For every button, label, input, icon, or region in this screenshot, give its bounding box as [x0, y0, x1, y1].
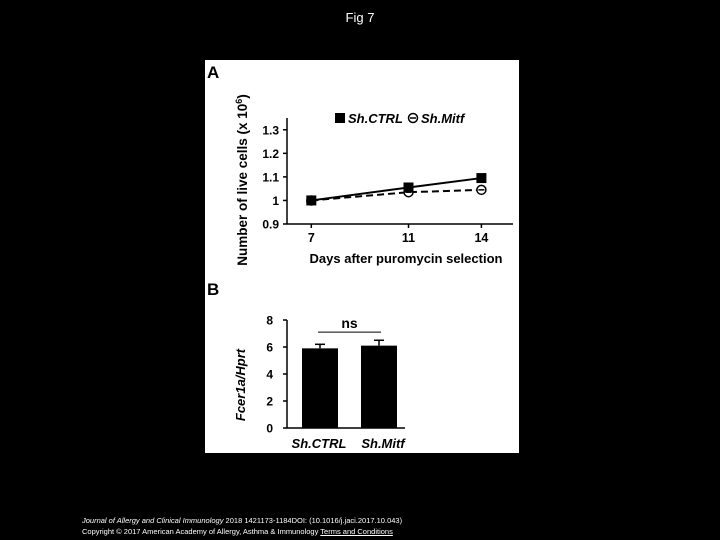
- panel-a-x-tick-label: 14: [474, 231, 489, 245]
- panel-b-bars: [292, 340, 407, 451]
- panel-a-y-tick-label: 1.2: [262, 146, 279, 161]
- bar: [302, 348, 338, 428]
- panel-a-y-tick-label: 0.9: [262, 217, 279, 232]
- panel-a-line-chart: [207, 63, 513, 266]
- terms-link[interactable]: Terms and Conditions: [320, 527, 393, 536]
- panel-a-x-tick-label: 7: [307, 231, 315, 245]
- footer: [82, 515, 402, 537]
- panel-b-y-ticks: [266, 314, 287, 436]
- data-point-sh-ctrl: [306, 195, 316, 205]
- journal-name: Journal of Allergy and Clinical Immunology: [82, 516, 224, 525]
- figure-svg: [205, 60, 519, 453]
- panel-b-y-tick-label: 2: [266, 394, 273, 409]
- data-point-sh-mitf: [477, 185, 486, 194]
- panel-b-y-tick-label: 0: [266, 421, 273, 436]
- data-point-sh-ctrl: [404, 182, 414, 192]
- panel-a-letter: A: [207, 63, 220, 82]
- slide-title: Fig 7: [345, 10, 375, 25]
- panel-a-y-axis-label: Number of live cells (x $10^6$): [234, 94, 250, 266]
- panel-a-x-axis-label: Days after puromycin selection: [309, 251, 503, 266]
- panel-b-category-label: Sh.Mitf: [361, 436, 405, 451]
- panel-b-letter: B: [207, 280, 220, 299]
- series-line-sh-mitf: [311, 190, 481, 201]
- panel-a-y-tick-label: 1.3: [262, 123, 279, 138]
- panel-b-category-label: Sh.CTRL: [291, 436, 347, 451]
- series-line-sh-ctrl: [311, 178, 481, 200]
- panel-a-x-ticks: [308, 224, 489, 245]
- bar: [361, 346, 397, 428]
- legend-marker-sh-ctrl: [335, 113, 345, 123]
- panel-a-series: [306, 173, 486, 205]
- citation-text: 2018 1421173-1184DOI: (10.1016/j.jaci.2017.10.043): [223, 516, 403, 525]
- legend-marker-sh-mitf: [409, 114, 418, 123]
- panel-a-y-ticks: [262, 123, 287, 231]
- panel-b-y-tick-label: 6: [266, 340, 273, 355]
- legend-label-sh-mitf: Sh.Mitf: [421, 111, 465, 126]
- data-point-sh-ctrl: [476, 173, 486, 183]
- panel-a-legend: [335, 111, 466, 126]
- panel-b-significance: [318, 315, 381, 332]
- panel-b-y-axis-label: Fcer1a/Hprt: [233, 348, 248, 422]
- panel-a-x-tick-label: 11: [401, 231, 416, 245]
- panel-a-y-tick-label: 1.1: [262, 170, 279, 185]
- legend-label-sh-ctrl: Sh.CTRL: [348, 111, 403, 126]
- copyright-text: Copyright © 2017 American Academy of Allergy, Asthma & Immunology: [82, 527, 321, 536]
- panel-b-y-tick-label: 4: [266, 367, 273, 382]
- figure-panel: [205, 60, 519, 453]
- significance-label: ns: [341, 315, 358, 332]
- panel-b-y-tick-label: 8: [266, 313, 273, 328]
- copyright-line: [82, 526, 402, 537]
- citation-line: [82, 515, 402, 526]
- panel-a-y-tick-label: 1: [272, 193, 279, 208]
- panel-b-bar-chart: [207, 280, 406, 451]
